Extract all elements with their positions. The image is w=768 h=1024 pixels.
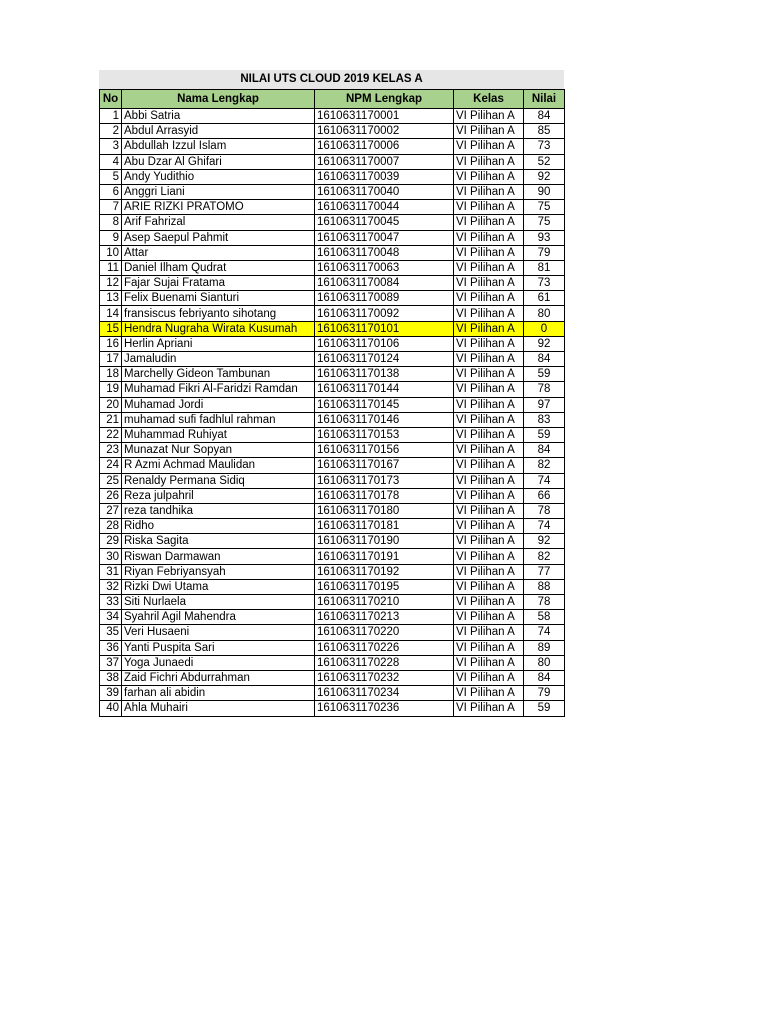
cell-nilai: 92 xyxy=(524,336,565,351)
table-row xyxy=(100,534,565,549)
cell-nilai: 83 xyxy=(524,412,565,427)
cell-name: Anggri Liani xyxy=(122,184,315,199)
table-row xyxy=(100,670,565,685)
cell-nilai: 92 xyxy=(524,534,565,549)
cell-kelas: VI Pilihan A xyxy=(454,595,524,610)
cell-name: Riska Sagita xyxy=(122,534,315,549)
cell-no: 29 xyxy=(100,534,122,549)
cell-no: 18 xyxy=(100,367,122,382)
cell-nilai: 85 xyxy=(524,124,565,139)
table-body xyxy=(100,109,565,717)
table-row xyxy=(100,321,565,336)
table-row xyxy=(100,276,565,291)
table-row xyxy=(100,473,565,488)
cell-no: 1 xyxy=(100,109,122,124)
cell-npm: 1610631170144 xyxy=(315,382,454,397)
table-row xyxy=(100,154,565,169)
cell-no: 11 xyxy=(100,260,122,275)
table-row xyxy=(100,443,565,458)
cell-nilai: 59 xyxy=(524,427,565,442)
cell-npm: 1610631170153 xyxy=(315,427,454,442)
cell-npm: 1610631170226 xyxy=(315,640,454,655)
cell-name: Daniel Ilham Qudrat xyxy=(122,260,315,275)
cell-nilai: 74 xyxy=(524,625,565,640)
cell-name: fransiscus febriyanto sihotang xyxy=(122,306,315,321)
cell-nilai: 58 xyxy=(524,610,565,625)
cell-kelas: VI Pilihan A xyxy=(454,367,524,382)
cell-kelas: VI Pilihan A xyxy=(454,397,524,412)
cell-name: Fajar Sujai Fratama xyxy=(122,276,315,291)
cell-no: 31 xyxy=(100,564,122,579)
cell-npm: 1610631170106 xyxy=(315,336,454,351)
cell-name: Reza julpahril xyxy=(122,488,315,503)
cell-no: 32 xyxy=(100,579,122,594)
cell-nilai: 97 xyxy=(524,397,565,412)
cell-npm: 1610631170047 xyxy=(315,230,454,245)
header-no: No xyxy=(100,90,122,109)
cell-name: Riyan Febriyansyah xyxy=(122,564,315,579)
cell-npm: 1610631170002 xyxy=(315,124,454,139)
cell-nilai: 84 xyxy=(524,443,565,458)
cell-no: 20 xyxy=(100,397,122,412)
cell-no: 37 xyxy=(100,655,122,670)
table-row xyxy=(100,382,565,397)
cell-nilai: 66 xyxy=(524,488,565,503)
cell-no: 14 xyxy=(100,306,122,321)
cell-kelas: VI Pilihan A xyxy=(454,458,524,473)
cell-no: 3 xyxy=(100,139,122,154)
cell-npm: 1610631170156 xyxy=(315,443,454,458)
cell-no: 17 xyxy=(100,352,122,367)
cell-npm: 1610631170192 xyxy=(315,564,454,579)
cell-kelas: VI Pilihan A xyxy=(454,184,524,199)
cell-npm: 1610631170040 xyxy=(315,184,454,199)
cell-kelas: VI Pilihan A xyxy=(454,655,524,670)
cell-nilai: 84 xyxy=(524,670,565,685)
table-row xyxy=(100,245,565,260)
cell-kelas: VI Pilihan A xyxy=(454,109,524,124)
table-row xyxy=(100,579,565,594)
cell-no: 34 xyxy=(100,610,122,625)
sheet-title: NILAI UTS CLOUD 2019 KELAS A xyxy=(99,70,564,89)
cell-kelas: VI Pilihan A xyxy=(454,670,524,685)
table-row xyxy=(100,519,565,534)
header-row xyxy=(100,90,565,109)
table-row xyxy=(100,215,565,230)
table-row xyxy=(100,397,565,412)
cell-no: 25 xyxy=(100,473,122,488)
table-row xyxy=(100,564,565,579)
cell-npm: 1610631170089 xyxy=(315,291,454,306)
cell-name: Muhamad Fikri Al-Faridzi Ramdan xyxy=(122,382,315,397)
cell-kelas: VI Pilihan A xyxy=(454,488,524,503)
cell-npm: 1610631170232 xyxy=(315,670,454,685)
cell-nilai: 81 xyxy=(524,260,565,275)
header-npm: NPM Lengkap xyxy=(315,90,454,109)
cell-nilai: 78 xyxy=(524,503,565,518)
cell-kelas: VI Pilihan A xyxy=(454,276,524,291)
cell-no: 27 xyxy=(100,503,122,518)
cell-kelas: VI Pilihan A xyxy=(454,443,524,458)
cell-name: Siti Nurlaela xyxy=(122,595,315,610)
cell-nilai: 77 xyxy=(524,564,565,579)
table-row xyxy=(100,184,565,199)
cell-kelas: VI Pilihan A xyxy=(454,291,524,306)
table-row xyxy=(100,352,565,367)
cell-npm: 1610631170092 xyxy=(315,306,454,321)
table-row xyxy=(100,124,565,139)
table-row xyxy=(100,610,565,625)
cell-no: 21 xyxy=(100,412,122,427)
table-row xyxy=(100,458,565,473)
cell-name: ARIE RIZKI PRATOMO xyxy=(122,200,315,215)
table-row xyxy=(100,306,565,321)
cell-no: 36 xyxy=(100,640,122,655)
table-row xyxy=(100,655,565,670)
cell-name: Munazat Nur Sopyan xyxy=(122,443,315,458)
cell-nilai: 82 xyxy=(524,458,565,473)
cell-name: muhamad sufi fadhlul rahman xyxy=(122,412,315,427)
cell-no: 4 xyxy=(100,154,122,169)
cell-kelas: VI Pilihan A xyxy=(454,686,524,701)
cell-no: 30 xyxy=(100,549,122,564)
cell-name: Abu Dzar Al Ghifari xyxy=(122,154,315,169)
table-row xyxy=(100,291,565,306)
cell-kelas: VI Pilihan A xyxy=(454,230,524,245)
cell-kelas: VI Pilihan A xyxy=(454,260,524,275)
cell-no: 38 xyxy=(100,670,122,685)
table-row xyxy=(100,503,565,518)
cell-nilai: 93 xyxy=(524,230,565,245)
cell-npm: 1610631170181 xyxy=(315,519,454,534)
header-nilai: Nilai xyxy=(524,90,565,109)
cell-kelas: VI Pilihan A xyxy=(454,610,524,625)
cell-kelas: VI Pilihan A xyxy=(454,534,524,549)
cell-nilai: 59 xyxy=(524,367,565,382)
cell-npm: 1610631170001 xyxy=(315,109,454,124)
cell-kelas: VI Pilihan A xyxy=(454,564,524,579)
header-name: Nama Lengkap xyxy=(122,90,315,109)
cell-name: Abbi Satria xyxy=(122,109,315,124)
cell-no: 35 xyxy=(100,625,122,640)
cell-no: 16 xyxy=(100,336,122,351)
cell-npm: 1610631170178 xyxy=(315,488,454,503)
table-row xyxy=(100,595,565,610)
cell-name: Andy Yudithio xyxy=(122,169,315,184)
cell-nilai: 92 xyxy=(524,169,565,184)
cell-nilai: 79 xyxy=(524,245,565,260)
table-row xyxy=(100,367,565,382)
table-row xyxy=(100,625,565,640)
table-row xyxy=(100,640,565,655)
table-row xyxy=(100,701,565,716)
table-row xyxy=(100,139,565,154)
cell-name: Asep Saepul Pahmit xyxy=(122,230,315,245)
cell-no: 33 xyxy=(100,595,122,610)
cell-name: Ahla Muhairi xyxy=(122,701,315,716)
cell-name: reza tandhika xyxy=(122,503,315,518)
cell-no: 40 xyxy=(100,701,122,716)
cell-kelas: VI Pilihan A xyxy=(454,579,524,594)
cell-npm: 1610631170101 xyxy=(315,321,454,336)
cell-nilai: 82 xyxy=(524,549,565,564)
cell-name: Veri Husaeni xyxy=(122,625,315,640)
cell-kelas: VI Pilihan A xyxy=(454,321,524,336)
cell-nilai: 74 xyxy=(524,473,565,488)
cell-nilai: 78 xyxy=(524,382,565,397)
cell-npm: 1610631170191 xyxy=(315,549,454,564)
table-row xyxy=(100,109,565,124)
cell-npm: 1610631170190 xyxy=(315,534,454,549)
cell-nilai: 84 xyxy=(524,109,565,124)
cell-no: 9 xyxy=(100,230,122,245)
cell-nilai: 75 xyxy=(524,200,565,215)
cell-name: Muhammad Ruhiyat xyxy=(122,427,315,442)
cell-npm: 1610631170124 xyxy=(315,352,454,367)
cell-nilai: 59 xyxy=(524,701,565,716)
cell-kelas: VI Pilihan A xyxy=(454,169,524,184)
cell-name: farhan ali abidin xyxy=(122,686,315,701)
cell-no: 22 xyxy=(100,427,122,442)
cell-npm: 1610631170048 xyxy=(315,245,454,260)
cell-npm: 1610631170234 xyxy=(315,686,454,701)
cell-kelas: VI Pilihan A xyxy=(454,625,524,640)
table-row xyxy=(100,336,565,351)
cell-npm: 1610631170084 xyxy=(315,276,454,291)
cell-no: 26 xyxy=(100,488,122,503)
cell-kelas: VI Pilihan A xyxy=(454,139,524,154)
cell-no: 24 xyxy=(100,458,122,473)
table-row xyxy=(100,260,565,275)
cell-no: 15 xyxy=(100,321,122,336)
table-row xyxy=(100,412,565,427)
table-row xyxy=(100,230,565,245)
cell-npm: 1610631170063 xyxy=(315,260,454,275)
cell-kelas: VI Pilihan A xyxy=(454,336,524,351)
cell-no: 10 xyxy=(100,245,122,260)
cell-name: Abdul Arrasyid xyxy=(122,124,315,139)
cell-name: Herlin Apriani xyxy=(122,336,315,351)
cell-name: R Azmi Achmad Maulidan xyxy=(122,458,315,473)
grade-table xyxy=(99,89,565,717)
cell-name: Riswan Darmawan xyxy=(122,549,315,564)
cell-nilai: 88 xyxy=(524,579,565,594)
cell-npm: 1610631170007 xyxy=(315,154,454,169)
cell-no: 12 xyxy=(100,276,122,291)
cell-kelas: VI Pilihan A xyxy=(454,200,524,215)
cell-npm: 1610631170145 xyxy=(315,397,454,412)
cell-npm: 1610631170213 xyxy=(315,610,454,625)
cell-kelas: VI Pilihan A xyxy=(454,382,524,397)
cell-nilai: 61 xyxy=(524,291,565,306)
cell-kelas: VI Pilihan A xyxy=(454,154,524,169)
cell-nilai: 52 xyxy=(524,154,565,169)
cell-nilai: 75 xyxy=(524,215,565,230)
cell-name: Renaldy Permana Sidiq xyxy=(122,473,315,488)
cell-nilai: 0 xyxy=(524,321,565,336)
cell-no: 6 xyxy=(100,184,122,199)
header-kelas: Kelas xyxy=(454,90,524,109)
cell-name: Hendra Nugraha Wirata Kusumah xyxy=(122,321,315,336)
cell-kelas: VI Pilihan A xyxy=(454,306,524,321)
cell-name: Abdullah Izzul Islam xyxy=(122,139,315,154)
cell-name: Yanti Puspita Sari xyxy=(122,640,315,655)
cell-nilai: 89 xyxy=(524,640,565,655)
cell-npm: 1610631170146 xyxy=(315,412,454,427)
table-row xyxy=(100,686,565,701)
cell-kelas: VI Pilihan A xyxy=(454,640,524,655)
cell-name: Arif Fahrizal xyxy=(122,215,315,230)
cell-name: Felix Buenami Sianturi xyxy=(122,291,315,306)
cell-npm: 1610631170167 xyxy=(315,458,454,473)
cell-npm: 1610631170044 xyxy=(315,200,454,215)
cell-no: 39 xyxy=(100,686,122,701)
cell-nilai: 74 xyxy=(524,519,565,534)
cell-no: 23 xyxy=(100,443,122,458)
cell-npm: 1610631170210 xyxy=(315,595,454,610)
cell-kelas: VI Pilihan A xyxy=(454,352,524,367)
cell-npm: 1610631170039 xyxy=(315,169,454,184)
cell-npm: 1610631170236 xyxy=(315,701,454,716)
table-row xyxy=(100,427,565,442)
cell-name: Marchelly Gideon Tambunan xyxy=(122,367,315,382)
cell-nilai: 78 xyxy=(524,595,565,610)
table-row xyxy=(100,549,565,564)
cell-kelas: VI Pilihan A xyxy=(454,412,524,427)
cell-name: Muhamad Jordi xyxy=(122,397,315,412)
cell-kelas: VI Pilihan A xyxy=(454,124,524,139)
cell-no: 7 xyxy=(100,200,122,215)
cell-nilai: 73 xyxy=(524,139,565,154)
cell-no: 19 xyxy=(100,382,122,397)
cell-no: 5 xyxy=(100,169,122,184)
cell-kelas: VI Pilihan A xyxy=(454,519,524,534)
cell-npm: 1610631170220 xyxy=(315,625,454,640)
cell-kelas: VI Pilihan A xyxy=(454,549,524,564)
cell-kelas: VI Pilihan A xyxy=(454,701,524,716)
cell-npm: 1610631170138 xyxy=(315,367,454,382)
cell-npm: 1610631170006 xyxy=(315,139,454,154)
cell-kelas: VI Pilihan A xyxy=(454,215,524,230)
cell-kelas: VI Pilihan A xyxy=(454,473,524,488)
cell-npm: 1610631170045 xyxy=(315,215,454,230)
cell-name: Yoga Junaedi xyxy=(122,655,315,670)
cell-nilai: 90 xyxy=(524,184,565,199)
cell-no: 8 xyxy=(100,215,122,230)
cell-name: Jamaludin xyxy=(122,352,315,367)
table-row xyxy=(100,169,565,184)
table-row xyxy=(100,200,565,215)
cell-npm: 1610631170195 xyxy=(315,579,454,594)
cell-no: 2 xyxy=(100,124,122,139)
cell-no: 28 xyxy=(100,519,122,534)
cell-npm: 1610631170173 xyxy=(315,473,454,488)
cell-npm: 1610631170180 xyxy=(315,503,454,518)
cell-nilai: 73 xyxy=(524,276,565,291)
cell-kelas: VI Pilihan A xyxy=(454,245,524,260)
cell-kelas: VI Pilihan A xyxy=(454,427,524,442)
cell-npm: 1610631170228 xyxy=(315,655,454,670)
cell-name: Syahril Agil Mahendra xyxy=(122,610,315,625)
grade-sheet xyxy=(99,70,564,717)
cell-no: 13 xyxy=(100,291,122,306)
cell-nilai: 80 xyxy=(524,306,565,321)
cell-nilai: 84 xyxy=(524,352,565,367)
cell-name: Zaid Fichri Abdurrahman xyxy=(122,670,315,685)
cell-kelas: VI Pilihan A xyxy=(454,503,524,518)
cell-name: Attar xyxy=(122,245,315,260)
cell-name: Ridho xyxy=(122,519,315,534)
cell-name: Rizki Dwi Utama xyxy=(122,579,315,594)
cell-nilai: 80 xyxy=(524,655,565,670)
cell-nilai: 79 xyxy=(524,686,565,701)
table-row xyxy=(100,488,565,503)
